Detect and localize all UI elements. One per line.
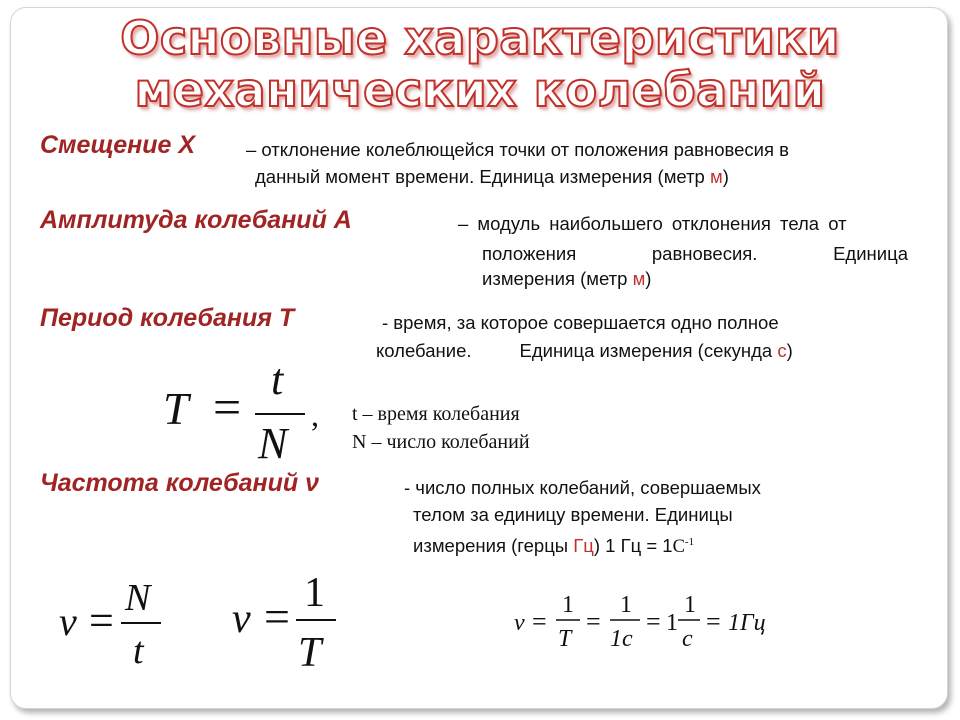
title-line-1: Основные характеристики xyxy=(120,11,840,65)
period-formula-eq: = xyxy=(213,379,242,435)
amplitude-def-line1: – модуль наибольшего отклонения тела от xyxy=(458,213,847,234)
period-def-line2 xyxy=(376,338,793,364)
freq-f3-result: 1Гц xyxy=(728,610,766,636)
freq-f2-num: 1 xyxy=(304,570,325,616)
amplitude-def-line3 xyxy=(482,266,651,292)
freq-f3-f1-num: 1 xyxy=(562,592,574,618)
frequency-def-rest: ) 1 Гц = 1 xyxy=(593,535,673,557)
title-line-2: механических колебаний xyxy=(134,63,826,117)
amplitude-word-1: положения xyxy=(482,243,577,264)
freq-f1-lhs: ν xyxy=(59,599,77,644)
displacement-def-text: данный момент времени. Единица измерения (метр xyxy=(255,166,710,187)
freq-f3-eq2: = xyxy=(586,607,601,636)
period-legend-n: N – число колебаний xyxy=(352,431,530,453)
amplitude-word-3: Единица xyxy=(833,243,908,264)
freq-f2-den: T xyxy=(298,630,322,676)
freq-f3-f3-num: 1 xyxy=(684,592,696,618)
period-legend-t: t – время колебания xyxy=(352,403,520,425)
period-formula-comma: , xyxy=(311,397,319,433)
freq-f3-f1-den: T xyxy=(558,626,572,652)
period-formula-lhs: T xyxy=(163,383,189,434)
period-formula-den: N xyxy=(258,419,288,462)
freq-f2-eq: = xyxy=(264,591,290,642)
period-unit: с xyxy=(777,340,787,361)
freq-f3-f2-den: 1с xyxy=(610,626,633,652)
term-period: Период колебания Т xyxy=(40,304,295,332)
period-def-close: ) xyxy=(786,340,793,361)
frequency-unit: Гц xyxy=(573,535,594,557)
freq-f3-f2-num: 1 xyxy=(620,592,632,618)
freq-f1-eq: = xyxy=(89,596,114,645)
freq-f3-lhs: ν xyxy=(514,610,525,636)
amplitude-word-2: равновесия. xyxy=(651,243,758,264)
freq-f3-eq4: = xyxy=(706,607,721,636)
term-displacement: Смещение Х xyxy=(40,131,196,159)
period-formula-svg xyxy=(155,362,355,462)
frequency-formula-1-svg xyxy=(55,575,185,675)
amplitude-def-line2 xyxy=(482,241,908,267)
freq-f2-lhs: ν xyxy=(232,596,251,642)
frequency-formula-3-svg xyxy=(512,590,802,670)
freq-f3-eq3: = xyxy=(646,607,661,636)
frequency-unit-exp: -1 xyxy=(684,536,695,548)
frequency-def-line3 xyxy=(413,529,694,560)
period-def-b: Единица измерения (секунда xyxy=(519,340,778,361)
frequency-formula-2-svg xyxy=(228,568,358,678)
period-def-a: колебание. xyxy=(376,340,472,361)
period-def-line1: - время, за которое совершается одно полное xyxy=(382,312,779,333)
freq-f3-eq1: = xyxy=(532,607,547,636)
frequency-def-line1: - число полных колебаний, совершаемых xyxy=(404,477,761,498)
amplitude-def-text: измерения (метр xyxy=(482,268,633,289)
term-amplitude: Амплитуда колебаний А xyxy=(40,206,352,234)
frequency-def-text: измерения (герцы xyxy=(413,535,574,557)
amplitude-unit: м xyxy=(632,268,646,289)
displacement-def-close: ) xyxy=(722,166,729,187)
displacement-def-line1: – отклонение колеблющейся точки от положения равновесия в xyxy=(246,139,789,160)
amplitude-def-close: ) xyxy=(645,268,652,289)
slide-title xyxy=(0,12,960,116)
freq-f1-den: t xyxy=(133,630,144,672)
period-formula-num: t xyxy=(271,362,284,404)
frequency-unit-base: С xyxy=(672,537,685,558)
freq-f1-num: N xyxy=(125,577,151,619)
freq-f3-mid-coef: 1 xyxy=(666,610,678,636)
term-frequency: Частота колебаний ν xyxy=(40,469,320,497)
freq-f3-f3-den: с xyxy=(682,626,693,652)
frequency-def-line2: телом за единицу времени. Единицы xyxy=(413,504,733,525)
displacement-unit: м xyxy=(709,166,723,187)
displacement-def-line2 xyxy=(255,164,729,190)
